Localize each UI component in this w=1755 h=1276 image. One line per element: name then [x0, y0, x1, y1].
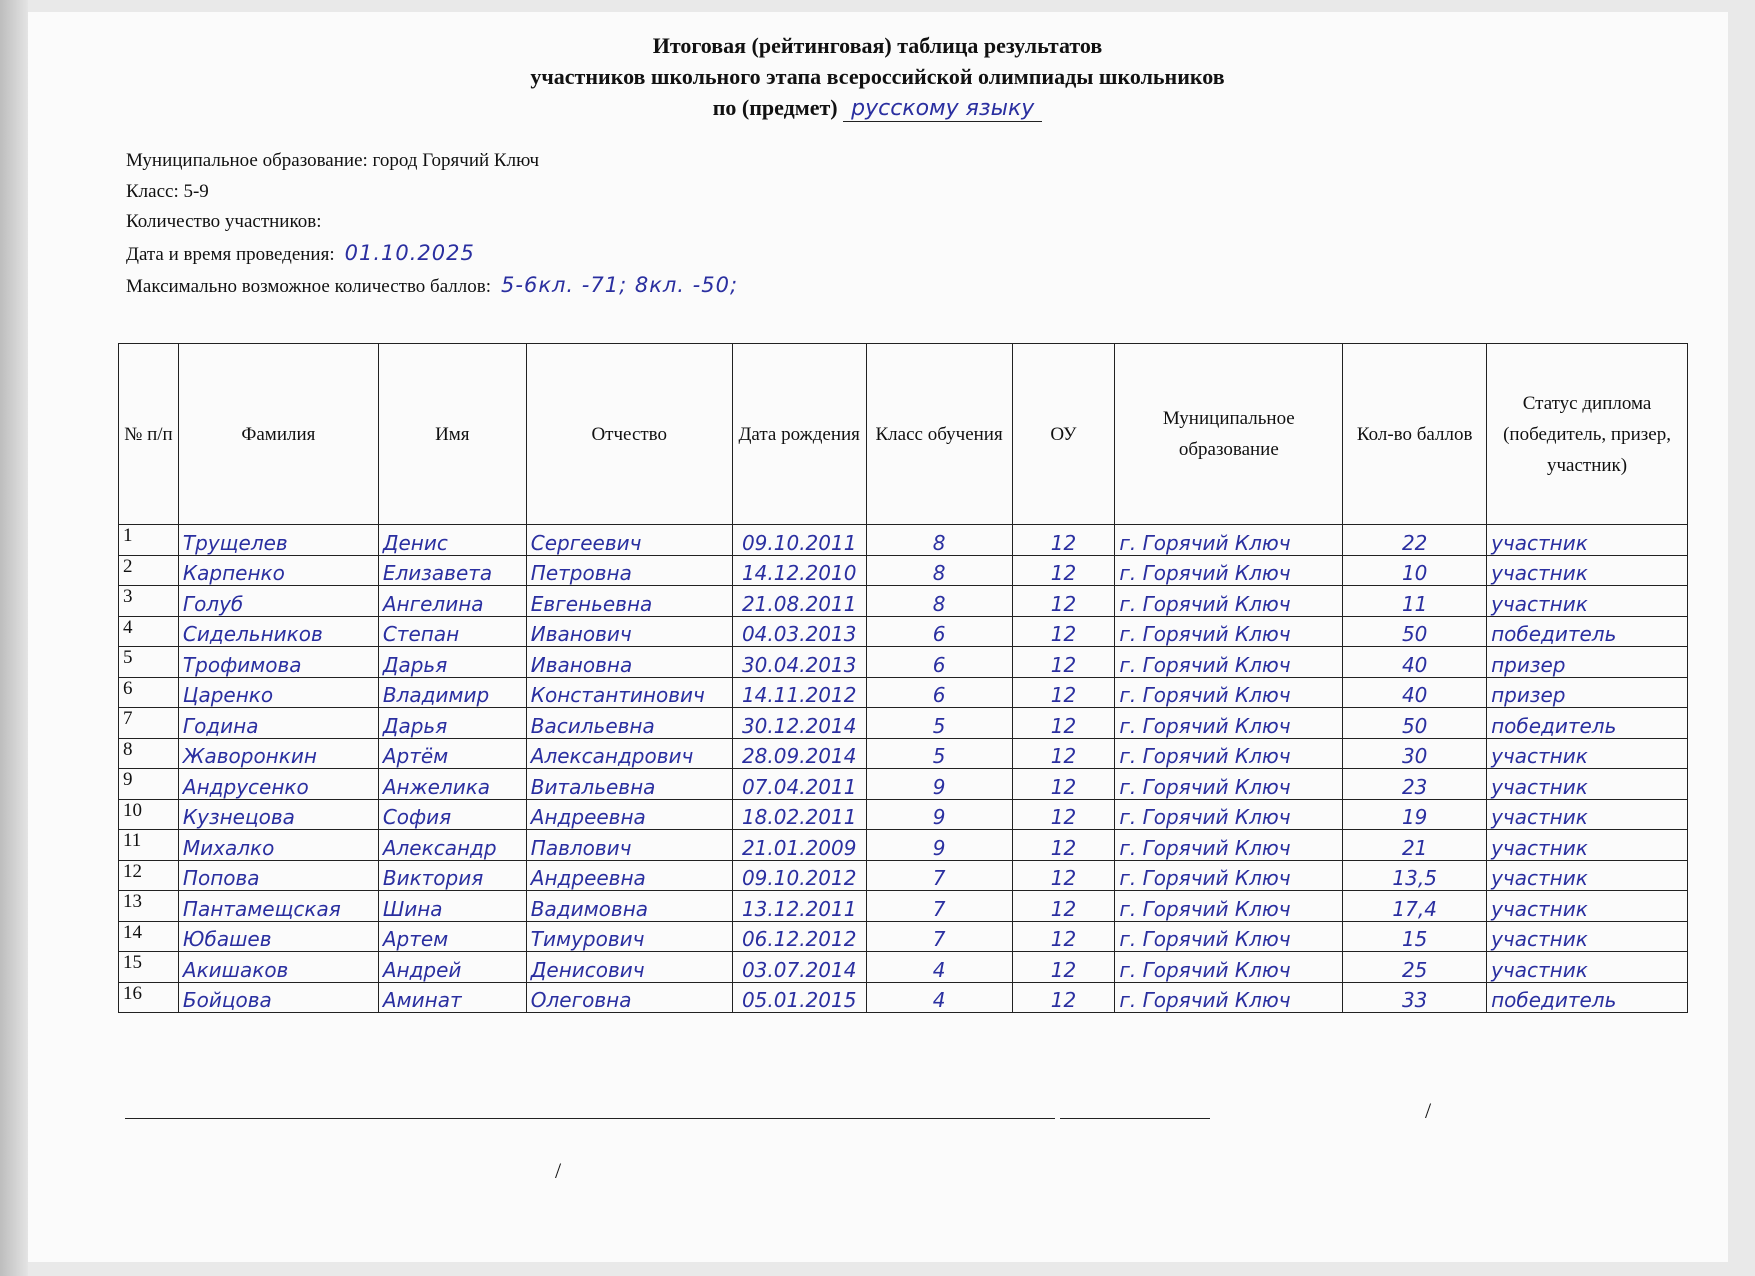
cell-birthdate: 18.02.2011: [732, 799, 866, 830]
table-row: [119, 921, 1688, 952]
cell-grade: 6: [866, 647, 1012, 678]
cell-status: победитель: [1487, 982, 1688, 1013]
cell-patronymic: Сергеевич: [526, 525, 732, 556]
table-row: [119, 555, 1688, 586]
cell-first-name: Степан: [378, 616, 526, 647]
cell-municipality: г. Горячий Ключ: [1115, 952, 1343, 983]
cell-school: 12: [1012, 708, 1115, 739]
cell-school: 12: [1012, 799, 1115, 830]
cell-score: 19: [1343, 799, 1487, 830]
cell-surname: Жаворонкин: [178, 738, 378, 769]
cell-score: 23: [1343, 769, 1487, 800]
cell-surname: Трофимова: [178, 647, 378, 678]
table-row: [119, 647, 1688, 678]
cell-birthdate: 03.07.2014: [732, 952, 866, 983]
cell-surname: Царенко: [178, 677, 378, 708]
cell-surname: Сидельников: [178, 616, 378, 647]
cell-surname: Попова: [178, 860, 378, 891]
cell-patronymic: Денисович: [526, 952, 732, 983]
cell-score: 10: [1343, 555, 1487, 586]
cell-score: 40: [1343, 677, 1487, 708]
cell-municipality: г. Горячий Ключ: [1115, 982, 1343, 1013]
cell-status: участник: [1487, 586, 1688, 617]
header-number: № п/п: [119, 344, 179, 525]
cell-birthdate: 14.11.2012: [732, 677, 866, 708]
cell-school: 12: [1012, 647, 1115, 678]
cell-grade: 6: [866, 616, 1012, 647]
cell-status: участник: [1487, 921, 1688, 952]
cell-patronymic: Тимурович: [526, 921, 732, 952]
cell-municipality: г. Горячий Ключ: [1115, 586, 1343, 617]
cell-birthdate: 30.12.2014: [732, 708, 866, 739]
cell-first-name: Анжелика: [378, 769, 526, 800]
header-status: Статус диплома (победитель, призер, участник): [1487, 344, 1688, 525]
cell-first-name: Шина: [378, 891, 526, 922]
cell-municipality: г. Горячий Ключ: [1115, 830, 1343, 861]
cell-row-number: 14: [119, 921, 179, 952]
cell-patronymic: Олеговна: [526, 982, 732, 1013]
cell-row-number: 13: [119, 891, 179, 922]
cell-patronymic: Вадимовна: [526, 891, 732, 922]
cell-score: 17,4: [1343, 891, 1487, 922]
cell-row-number: 7: [119, 708, 179, 739]
cell-grade: 6: [866, 677, 1012, 708]
date-label: Дата и время проведения:: [126, 243, 335, 265]
cell-school: 12: [1012, 952, 1115, 983]
table-row: [119, 769, 1688, 800]
meta-block: [126, 146, 738, 303]
cell-patronymic: Ивановна: [526, 647, 732, 678]
cell-patronymic: Петровна: [526, 555, 732, 586]
header-municipality: Муниципальное образование: [1115, 344, 1343, 525]
subject-value: русскому языку: [843, 96, 1042, 122]
cell-score: 33: [1343, 982, 1487, 1013]
cell-school: 12: [1012, 921, 1115, 952]
cell-first-name: Аминат: [378, 982, 526, 1013]
header-birthdate: Дата рождения: [732, 344, 866, 525]
cell-patronymic: Иванович: [526, 616, 732, 647]
cell-row-number: 3: [119, 586, 179, 617]
cell-status: участник: [1487, 952, 1688, 983]
cell-grade: 5: [866, 738, 1012, 769]
cell-score: 22: [1343, 525, 1487, 556]
cell-grade: 9: [866, 769, 1012, 800]
cell-status: участник: [1487, 555, 1688, 586]
cell-status: призер: [1487, 677, 1688, 708]
cell-school: 12: [1012, 769, 1115, 800]
cell-surname: Юбашев: [178, 921, 378, 952]
cell-municipality: г. Горячий Ключ: [1115, 616, 1343, 647]
participants-line: Количество участников:: [126, 211, 322, 232]
cell-grade: 9: [866, 830, 1012, 861]
cell-first-name: Дарья: [378, 647, 526, 678]
cell-municipality: г. Горячий Ключ: [1115, 555, 1343, 586]
cell-birthdate: 09.10.2012: [732, 860, 866, 891]
header-school: ОУ: [1012, 344, 1115, 525]
cell-grade: 7: [866, 891, 1012, 922]
cell-grade: 4: [866, 982, 1012, 1013]
cell-school: 12: [1012, 525, 1115, 556]
table-header-row: [119, 344, 1688, 525]
cell-patronymic: Андреевна: [526, 860, 732, 891]
cell-birthdate: 13.12.2011: [732, 891, 866, 922]
cell-surname: Пантамещская: [178, 891, 378, 922]
title-line-1: Итоговая (рейтинговая) таблица результатов: [652, 33, 1103, 58]
cell-grade: 8: [866, 525, 1012, 556]
cell-status: участник: [1487, 769, 1688, 800]
cell-first-name: Ангелина: [378, 586, 526, 617]
table-row: [119, 982, 1688, 1013]
cell-surname: Андрусенко: [178, 769, 378, 800]
cell-birthdate: 21.01.2009: [732, 830, 866, 861]
cell-municipality: г. Горячий Ключ: [1115, 738, 1343, 769]
cell-birthdate: 30.04.2013: [732, 647, 866, 678]
table-row: [119, 708, 1688, 739]
cell-first-name: Владимир: [378, 677, 526, 708]
date-value: 01.10.2025: [344, 240, 475, 265]
cell-patronymic: Витальевна: [526, 769, 732, 800]
max-score-label: Максимально возможное количество баллов:: [126, 276, 492, 297]
date-line: [126, 238, 738, 271]
table-row: [119, 830, 1688, 861]
results-table: [118, 343, 1688, 1013]
signature-slash-1: /: [1425, 1098, 1432, 1123]
cell-birthdate: 14.12.2010: [732, 555, 866, 586]
table-row: [119, 891, 1688, 922]
cell-status: участник: [1487, 738, 1688, 769]
header-patronymic: Отчество: [526, 344, 732, 525]
cell-grade: 7: [866, 921, 1012, 952]
cell-score: 25: [1343, 952, 1487, 983]
cell-municipality: г. Горячий Ключ: [1115, 769, 1343, 800]
cell-score: 40: [1343, 647, 1487, 678]
cell-row-number: 16: [119, 982, 179, 1013]
cell-status: участник: [1487, 525, 1688, 556]
header-surname: Фамилия: [178, 344, 378, 525]
cell-row-number: 11: [119, 830, 179, 861]
cell-status: участник: [1487, 799, 1688, 830]
table-row: [119, 616, 1688, 647]
cell-score: 50: [1343, 708, 1487, 739]
cell-row-number: 5: [119, 647, 179, 678]
cell-school: 12: [1012, 677, 1115, 708]
cell-municipality: г. Горячий Ключ: [1115, 891, 1343, 922]
cell-birthdate: 21.08.2011: [732, 586, 866, 617]
cell-row-number: 9: [119, 769, 179, 800]
table-row: [119, 738, 1688, 769]
cell-patronymic: Васильевна: [526, 708, 732, 739]
cell-birthdate: 09.10.2011: [732, 525, 866, 556]
table-row: [119, 586, 1688, 617]
cell-first-name: Елизавета: [378, 555, 526, 586]
cell-status: участник: [1487, 891, 1688, 922]
cell-school: 12: [1012, 830, 1115, 861]
cell-school: 12: [1012, 616, 1115, 647]
cell-school: 12: [1012, 555, 1115, 586]
cell-surname: Михалко: [178, 830, 378, 861]
cell-first-name: София: [378, 799, 526, 830]
cell-row-number: 15: [119, 952, 179, 983]
cell-row-number: 4: [119, 616, 179, 647]
header-grade: Класс обучения: [866, 344, 1012, 525]
cell-birthdate: 28.09.2014: [732, 738, 866, 769]
cell-surname: Карпенко: [178, 555, 378, 586]
scan-edge-shadow: [0, 0, 28, 1276]
cell-surname: Година: [178, 708, 378, 739]
cell-birthdate: 06.12.2012: [732, 921, 866, 952]
cell-status: участник: [1487, 830, 1688, 861]
cell-municipality: г. Горячий Ключ: [1115, 708, 1343, 739]
cell-row-number: 12: [119, 860, 179, 891]
table-row: [119, 677, 1688, 708]
cell-municipality: г. Горячий Ключ: [1115, 677, 1343, 708]
title-line-3: [0, 92, 1755, 124]
table-row: [119, 525, 1688, 556]
cell-status: участник: [1487, 860, 1688, 891]
cell-grade: 8: [866, 586, 1012, 617]
cell-score: 30: [1343, 738, 1487, 769]
cell-patronymic: Александрович: [526, 738, 732, 769]
cell-row-number: 6: [119, 677, 179, 708]
cell-patronymic: Евгеньевна: [526, 586, 732, 617]
cell-municipality: г. Горячий Ключ: [1115, 799, 1343, 830]
cell-patronymic: Константинович: [526, 677, 732, 708]
signature-slash-2: /: [555, 1158, 562, 1183]
cell-school: 12: [1012, 982, 1115, 1013]
title-line-2: участников школьного этапа всероссийской олимпиады школьников: [530, 64, 1225, 89]
cell-birthdate: 07.04.2011: [732, 769, 866, 800]
cell-status: победитель: [1487, 708, 1688, 739]
cell-status: победитель: [1487, 616, 1688, 647]
cell-surname: Кузнецова: [178, 799, 378, 830]
cell-school: 12: [1012, 860, 1115, 891]
cell-school: 12: [1012, 891, 1115, 922]
cell-first-name: Виктория: [378, 860, 526, 891]
max-score-value: 5-6кл. -71; 8кл. -50;: [501, 273, 739, 297]
municipality-line: Муниципальное образование: город Горячий Ключ: [126, 150, 540, 171]
signature-line-1: [125, 1118, 1055, 1119]
cell-score: 21: [1343, 830, 1487, 861]
max-score-line: [126, 270, 738, 303]
cell-municipality: г. Горячий Ключ: [1115, 921, 1343, 952]
subject-prefix: по (предмет): [712, 95, 838, 120]
cell-grade: 8: [866, 555, 1012, 586]
document-title: [0, 30, 1755, 124]
signature-line-2: [1060, 1118, 1210, 1119]
cell-score: 50: [1343, 616, 1487, 647]
cell-score: 11: [1343, 586, 1487, 617]
cell-birthdate: 04.03.2013: [732, 616, 866, 647]
cell-row-number: 1: [119, 525, 179, 556]
cell-first-name: Денис: [378, 525, 526, 556]
cell-surname: Бойцова: [178, 982, 378, 1013]
header-name: Имя: [378, 344, 526, 525]
table-row: [119, 860, 1688, 891]
cell-school: 12: [1012, 738, 1115, 769]
cell-patronymic: Андреевна: [526, 799, 732, 830]
cell-municipality: г. Горячий Ключ: [1115, 647, 1343, 678]
cell-score: 15: [1343, 921, 1487, 952]
table-row: [119, 952, 1688, 983]
cell-patronymic: Павлович: [526, 830, 732, 861]
cell-surname: Голуб: [178, 586, 378, 617]
grade-line: Класс: 5-9: [126, 180, 209, 202]
cell-first-name: Александр: [378, 830, 526, 861]
cell-first-name: Дарья: [378, 708, 526, 739]
cell-score: 13,5: [1343, 860, 1487, 891]
cell-surname: Акишаков: [178, 952, 378, 983]
cell-first-name: Артём: [378, 738, 526, 769]
cell-status: призер: [1487, 647, 1688, 678]
cell-row-number: 8: [119, 738, 179, 769]
cell-municipality: г. Горячий Ключ: [1115, 860, 1343, 891]
cell-municipality: г. Горячий Ключ: [1115, 525, 1343, 556]
cell-grade: 9: [866, 799, 1012, 830]
cell-first-name: Андрей: [378, 952, 526, 983]
cell-first-name: Артем: [378, 921, 526, 952]
cell-birthdate: 05.01.2015: [732, 982, 866, 1013]
header-score: Кол-во баллов: [1343, 344, 1487, 525]
cell-grade: 7: [866, 860, 1012, 891]
cell-grade: 4: [866, 952, 1012, 983]
cell-school: 12: [1012, 586, 1115, 617]
cell-grade: 5: [866, 708, 1012, 739]
cell-row-number: 10: [119, 799, 179, 830]
table-row: [119, 799, 1688, 830]
cell-row-number: 2: [119, 555, 179, 586]
cell-surname: Трущелев: [178, 525, 378, 556]
